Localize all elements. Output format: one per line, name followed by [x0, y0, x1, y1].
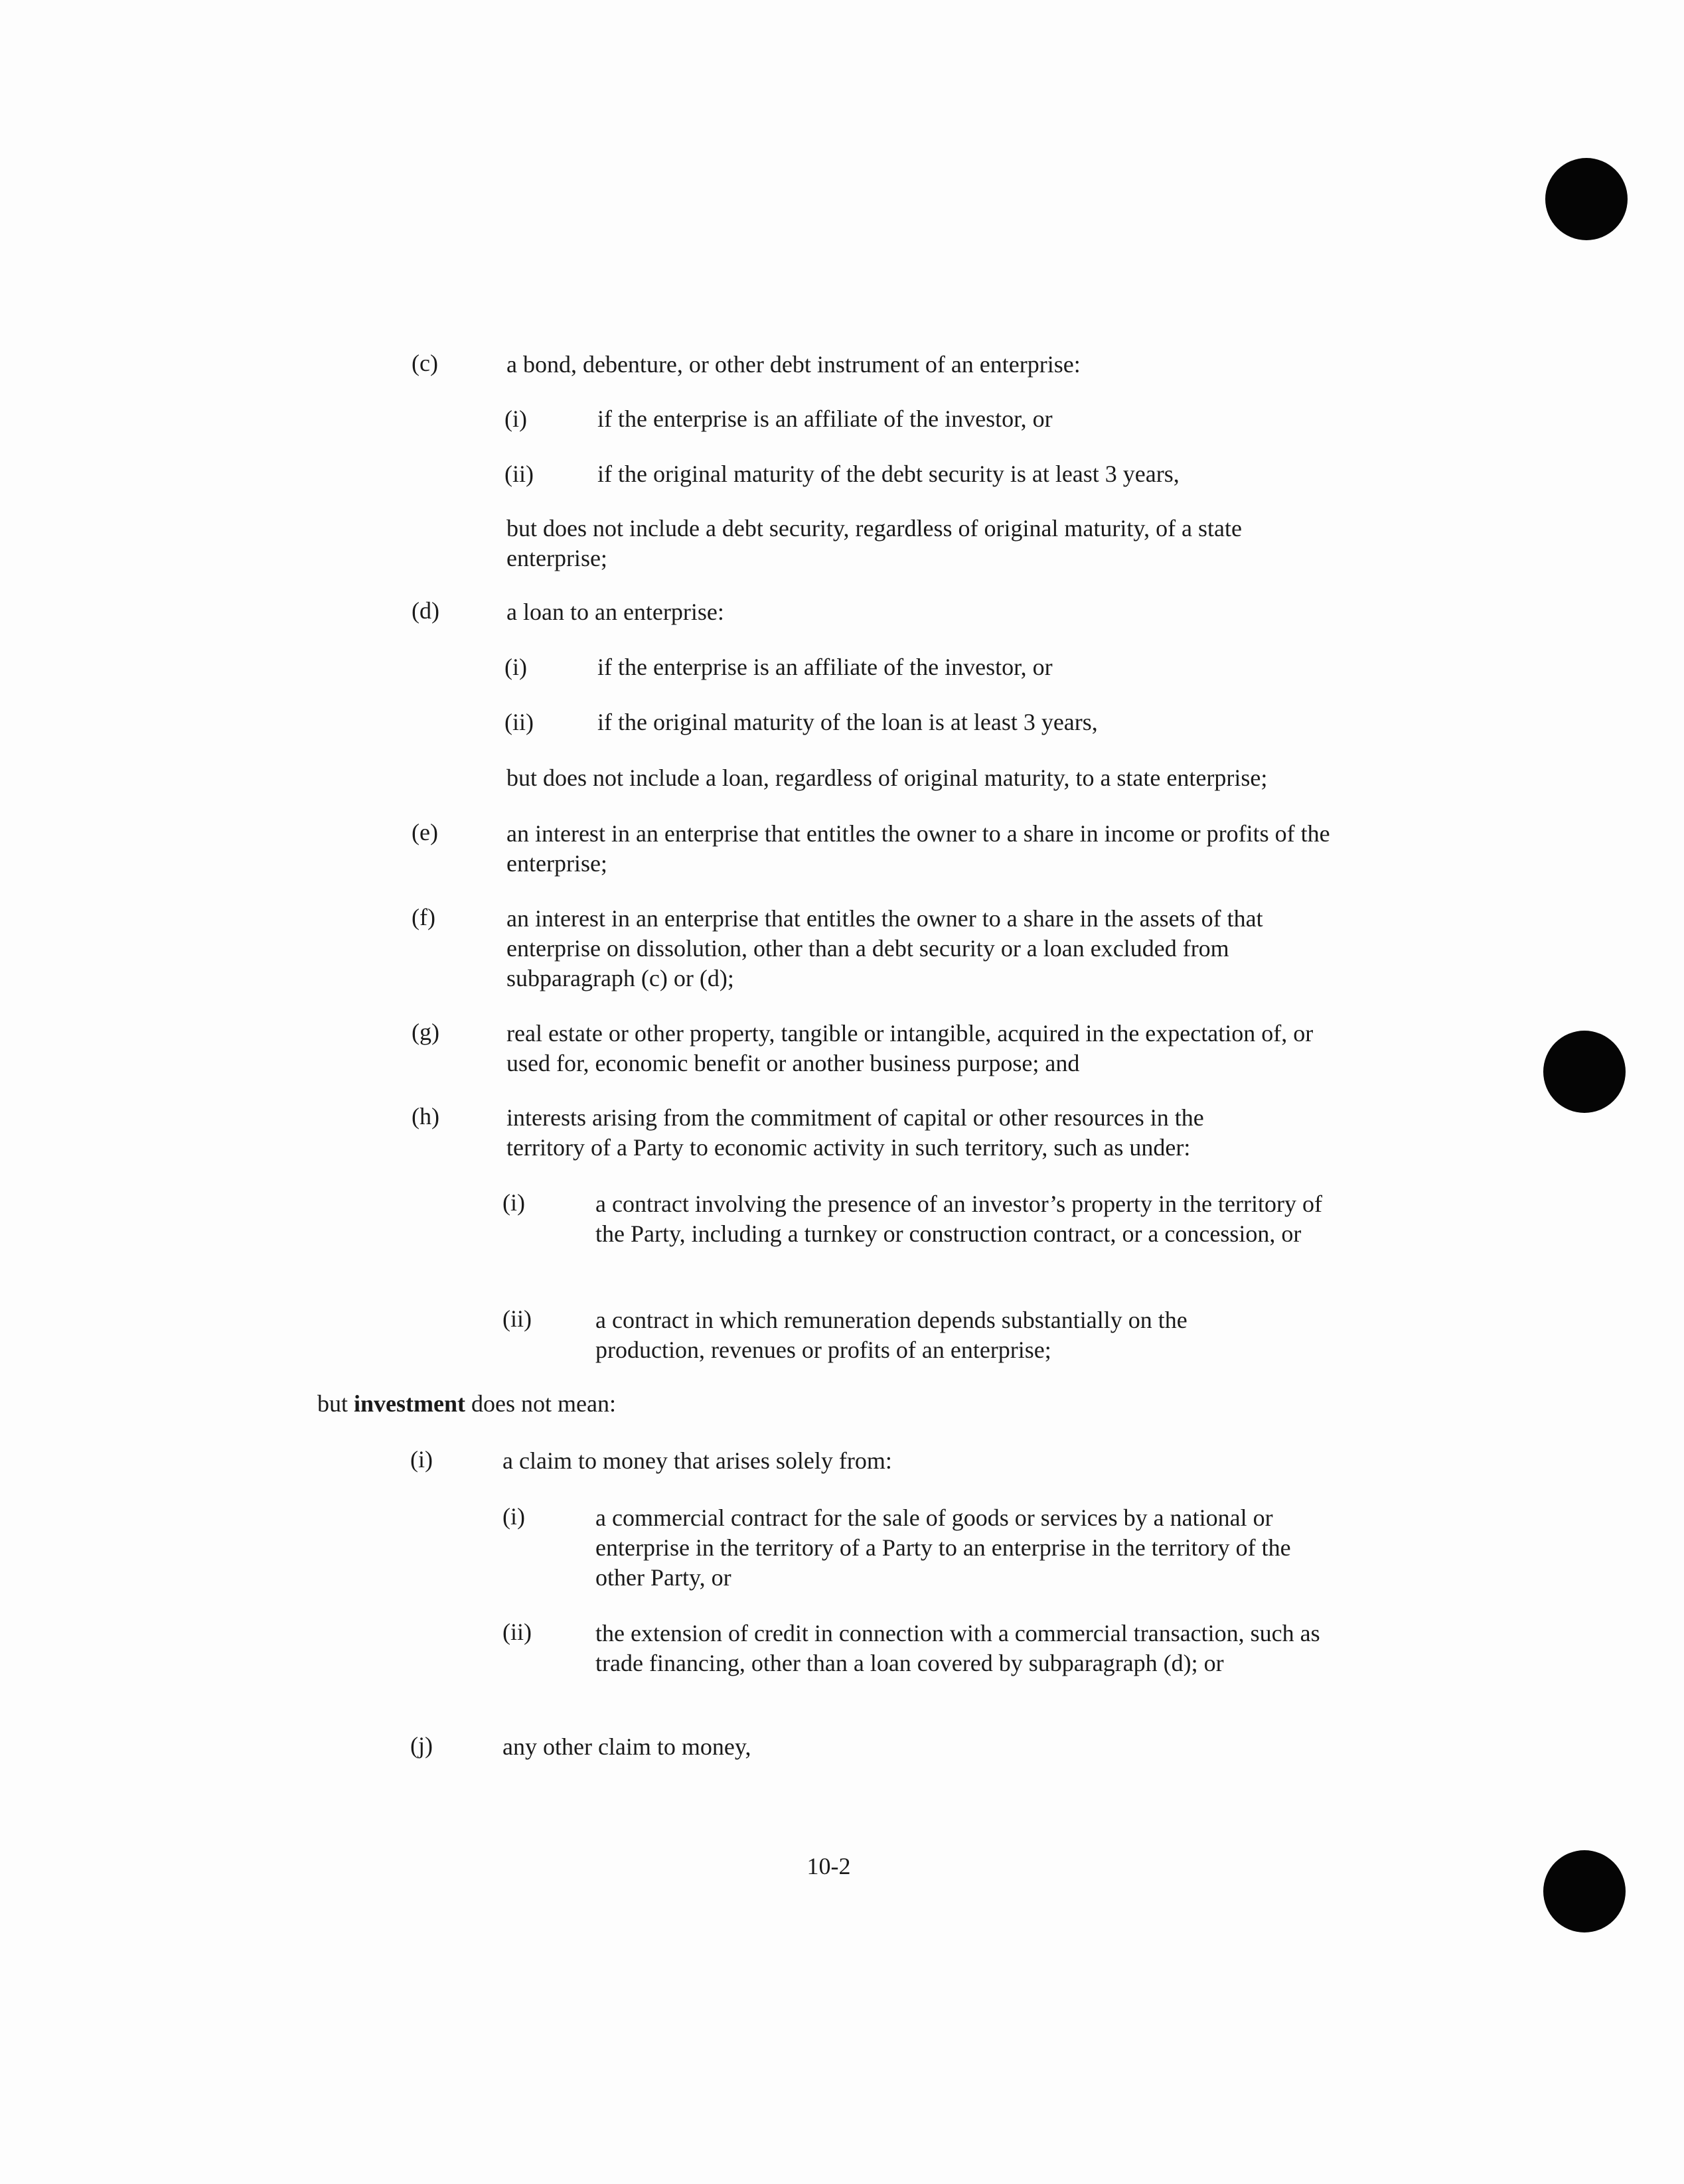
item-text-d: a loan to an enterprise: [506, 599, 724, 625]
item-text-h: interests arising from the commitment of capital or other resources in the territory of a Party to economic activity in such territory, such as under: [506, 1104, 1204, 1161]
exclusion-term: investment [354, 1390, 465, 1417]
item-text-f: an interest in an enterprise that entitles the owner to a share in the assets of that enterprise on dissolution, other than a debt security or a loan excluded from subparagraph (c) or (d); [506, 905, 1263, 991]
exclusion-label-i: (i) [410, 1446, 433, 1473]
page-number-footer [0, 1852, 1684, 1881]
subitem-label: (i) [504, 654, 527, 680]
item-label-d: (d) [412, 597, 439, 624]
subitem-text: the extension of credit in connection with a commercial transaction, such as trade financing, other than a loan covered by subparagraph (d); or [595, 1620, 1320, 1676]
exclusion-label-j: (j) [410, 1732, 433, 1759]
subitem-label: (i) [502, 1503, 525, 1530]
exclusion-suffix: does not mean: [465, 1390, 616, 1417]
exclusion-intro [317, 1389, 1114, 1419]
item-tail-c: but does not include a debt security, regardless of original maturity, of a state enterprise; [506, 515, 1243, 571]
subitem-text: if the original maturity of the loan is at least 3 years, [597, 709, 1098, 735]
subitem-text: a contract in which remuneration depends substantially on the production, revenues or profits of an enterprise; [595, 1307, 1187, 1363]
subitem-text: if the original maturity of the debt security is at least 3 years, [597, 461, 1180, 487]
exclusion-prefix: but [317, 1390, 354, 1417]
item-text-g: real estate or other property, tangible or intangible, acquired in the expectation of, or used for, economic benefit or another business purpose; and [506, 1020, 1314, 1076]
item-label-e: (e) [412, 819, 438, 845]
subitem-label: (i) [504, 405, 527, 432]
exclusion-text-j: any other claim to money, [502, 1733, 751, 1760]
punch-hole [1545, 158, 1628, 240]
subitem-text: a contract involving the presence of an investor’s property in the territory of the Party, including a turnkey or construction contract, or a concession, or [595, 1191, 1322, 1247]
subitem-label: (ii) [504, 709, 534, 735]
subitem-text: if the enterprise is an affiliate of the investor, or [597, 405, 1053, 432]
subitem-label: (i) [502, 1189, 525, 1216]
exclusion-text-i: a claim to money that arises solely from: [502, 1447, 892, 1474]
subitem-label: (ii) [504, 461, 534, 487]
item-text-e: an interest in an enterprise that entitles the owner to a share in income or profits of the enterprise; [506, 820, 1330, 877]
punch-hole [1543, 1031, 1626, 1113]
item-label-f: (f) [412, 904, 435, 930]
item-tail-d: but does not include a loan, regardless of original maturity, to a state enterprise; [506, 764, 1268, 791]
page-number: 10-2 [806, 1853, 851, 1879]
item-label-c: (c) [412, 350, 438, 376]
item-label-g: (g) [412, 1019, 439, 1045]
item-label-h: (h) [412, 1103, 439, 1129]
subitem-label: (ii) [502, 1305, 532, 1332]
item-text-c: a bond, debenture, or other debt instrument of an enterprise: [506, 351, 1081, 378]
subitem-text: a commercial contract for the sale of goods or services by a national or enterprise in the territory of a Party to an enterprise in the territory of the other Party, or [595, 1504, 1291, 1591]
subitem-label: (ii) [502, 1619, 532, 1645]
subitem-text: if the enterprise is an affiliate of the investor, or [597, 654, 1053, 680]
